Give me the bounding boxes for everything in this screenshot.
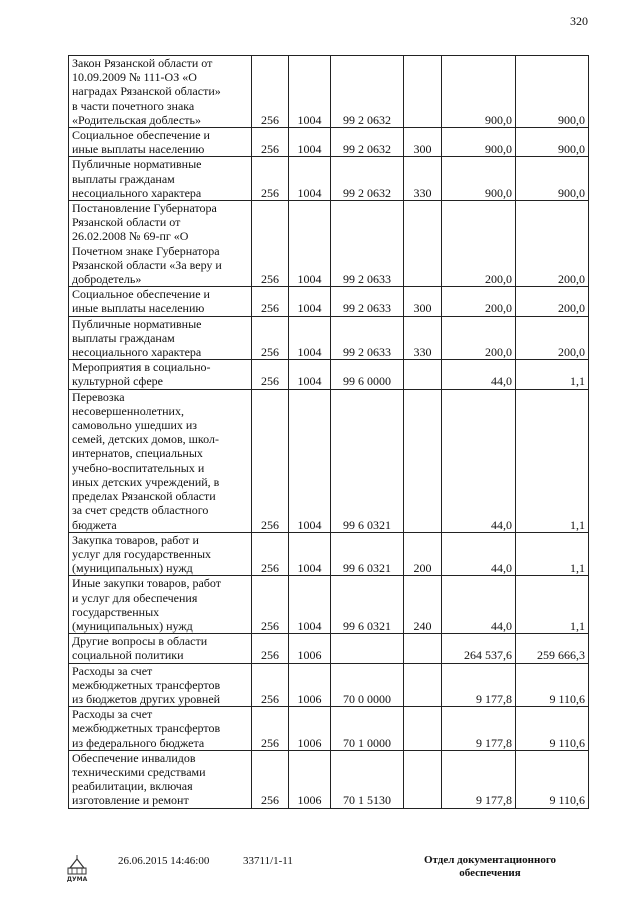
row-amount-1-cell: 900,0	[442, 56, 516, 128]
row-amount-2-cell: 259 666,3	[516, 634, 589, 663]
row-code-cell: 256	[252, 634, 289, 663]
department-stamp: Отдел документационного обеспечения	[423, 854, 557, 879]
table-row	[69, 389, 589, 532]
row-article-cell: 70 1 0000	[331, 707, 404, 751]
row-type-cell: 200	[404, 532, 442, 576]
table-row	[69, 532, 589, 576]
table-row	[69, 360, 589, 389]
row-type-cell	[404, 663, 442, 707]
row-code-cell: 256	[252, 201, 289, 287]
row-amount-1-cell: 9 177,8	[442, 707, 516, 751]
table-row	[69, 56, 589, 128]
row-name-cell: Публичные нормативные выплаты гражданам несоциального характера	[69, 157, 252, 201]
row-type-cell	[404, 389, 442, 532]
row-amount-2-cell: 1,1	[516, 389, 589, 532]
row-amount-1-cell: 900,0	[442, 128, 516, 157]
row-code-cell: 256	[252, 663, 289, 707]
row-article-cell: 99 2 0633	[331, 287, 404, 316]
page-number: 320	[570, 14, 588, 28]
row-name-cell: Другие вопросы в области социальной политики	[69, 634, 252, 663]
row-name-cell: Обеспечение инвалидов техническими средствами реабилитации, включая изготовление и ремонт	[69, 750, 252, 808]
row-type-cell	[404, 56, 442, 128]
document-number: 33711/1-11	[243, 855, 293, 867]
row-name-cell: Мероприятия в социально- культурной сфере	[69, 360, 252, 389]
row-code-cell: 256	[252, 56, 289, 128]
row-amount-2-cell: 1,1	[516, 532, 589, 576]
duma-seal-icon	[60, 853, 94, 883]
row-article-cell: 99 2 0632	[331, 157, 404, 201]
row-amount-1-cell: 44,0	[442, 389, 516, 532]
row-article-cell: 99 2 0633	[331, 316, 404, 360]
row-name-cell: Социальное обеспечение и иные выплаты населению	[69, 128, 252, 157]
seal-label: ДУМА	[66, 876, 88, 883]
row-name-cell: Закон Рязанской области от 10.09.2009 № 111-ОЗ «О наградах Рязанской области» в части почетного знака «Родительская доблесть»	[69, 56, 252, 128]
row-amount-1-cell: 44,0	[442, 360, 516, 389]
row-amount-1-cell: 9 177,8	[442, 750, 516, 808]
row-type-cell: 330	[404, 157, 442, 201]
row-section-cell: 1004	[289, 576, 331, 634]
row-amount-2-cell: 9 110,6	[516, 750, 589, 808]
row-article-cell: 99 2 0632	[331, 128, 404, 157]
row-name-cell: Перевозка несовершеннолетних, самовольно ушедших из семей, детских домов, школ- интернатов, специальных учебно-воспитательных и иных детских учреждений, в пределах Рязанской области за счет средств областного бюджета	[69, 389, 252, 532]
row-type-cell	[404, 634, 442, 663]
row-type-cell	[404, 360, 442, 389]
row-section-cell: 1004	[289, 532, 331, 576]
table-row	[69, 128, 589, 157]
row-code-cell: 256	[252, 157, 289, 201]
row-code-cell: 256	[252, 316, 289, 360]
row-amount-2-cell: 9 110,6	[516, 707, 589, 751]
row-type-cell	[404, 707, 442, 751]
table-row	[69, 316, 589, 360]
row-article-cell: 99 6 0321	[331, 532, 404, 576]
row-section-cell: 1006	[289, 634, 331, 663]
table-row	[69, 287, 589, 316]
row-article-cell: 99 6 0321	[331, 389, 404, 532]
row-article-cell: 99 2 0632	[331, 56, 404, 128]
row-amount-2-cell: 9 110,6	[516, 663, 589, 707]
row-type-cell: 300	[404, 287, 442, 316]
row-code-cell: 256	[252, 576, 289, 634]
row-amount-1-cell: 44,0	[442, 576, 516, 634]
row-name-cell: Расходы за счет межбюджетных трансфертов из бюджетов других уровней	[69, 663, 252, 707]
budget-table	[68, 55, 589, 809]
row-type-cell	[404, 750, 442, 808]
row-code-cell: 256	[252, 389, 289, 532]
row-name-cell: Постановление Губернатора Рязанской области от 26.02.2008 № 69-пг «О Почетном знаке Губернатора Рязанской области «За веру и добродетель»	[69, 201, 252, 287]
page-footer	[60, 853, 600, 883]
row-section-cell: 1006	[289, 707, 331, 751]
row-code-cell: 256	[252, 360, 289, 389]
row-amount-2-cell: 200,0	[516, 201, 589, 287]
row-amount-1-cell: 264 537,6	[442, 634, 516, 663]
table-row	[69, 634, 589, 663]
row-code-cell: 256	[252, 707, 289, 751]
table-row	[69, 201, 589, 287]
table-row	[69, 157, 589, 201]
row-code-cell: 256	[252, 287, 289, 316]
row-name-cell: Публичные нормативные выплаты гражданам несоциального характера	[69, 316, 252, 360]
row-amount-2-cell: 900,0	[516, 128, 589, 157]
row-amount-1-cell: 44,0	[442, 532, 516, 576]
row-section-cell: 1004	[289, 389, 331, 532]
row-section-cell: 1004	[289, 56, 331, 128]
row-amount-2-cell: 200,0	[516, 287, 589, 316]
budget-table-body	[69, 56, 589, 809]
row-amount-2-cell: 1,1	[516, 576, 589, 634]
row-section-cell: 1006	[289, 750, 331, 808]
row-section-cell: 1004	[289, 316, 331, 360]
row-type-cell: 240	[404, 576, 442, 634]
row-amount-2-cell: 1,1	[516, 360, 589, 389]
row-amount-1-cell: 200,0	[442, 287, 516, 316]
row-amount-2-cell: 900,0	[516, 56, 589, 128]
row-amount-1-cell: 200,0	[442, 201, 516, 287]
row-amount-1-cell: 9 177,8	[442, 663, 516, 707]
row-article-cell: 99 6 0000	[331, 360, 404, 389]
row-name-cell: Социальное обеспечение и иные выплаты населению	[69, 287, 252, 316]
row-code-cell: 256	[252, 128, 289, 157]
row-code-cell: 256	[252, 532, 289, 576]
row-article-cell	[331, 634, 404, 663]
row-section-cell: 1004	[289, 157, 331, 201]
row-amount-1-cell: 900,0	[442, 157, 516, 201]
row-type-cell: 300	[404, 128, 442, 157]
row-name-cell: Расходы за счет межбюджетных трансфертов из федерального бюджета	[69, 707, 252, 751]
row-code-cell: 256	[252, 750, 289, 808]
print-timestamp: 26.06.2015 14:46:00	[118, 855, 210, 867]
row-article-cell: 99 2 0633	[331, 201, 404, 287]
table-row	[69, 750, 589, 808]
row-section-cell: 1004	[289, 360, 331, 389]
row-article-cell: 70 0 0000	[331, 663, 404, 707]
row-name-cell: Закупка товаров, работ и услуг для государственных (муниципальных) нужд	[69, 532, 252, 576]
table-row	[69, 576, 589, 634]
row-type-cell	[404, 201, 442, 287]
row-section-cell: 1004	[289, 287, 331, 316]
row-article-cell: 70 1 5130	[331, 750, 404, 808]
row-name-cell: Иные закупки товаров, работ и услуг для обеспечения государственных (муниципальных) нужд	[69, 576, 252, 634]
table-row	[69, 663, 589, 707]
row-amount-2-cell: 200,0	[516, 316, 589, 360]
row-amount-1-cell: 200,0	[442, 316, 516, 360]
row-section-cell: 1004	[289, 201, 331, 287]
row-article-cell: 99 6 0321	[331, 576, 404, 634]
row-section-cell: 1006	[289, 663, 331, 707]
row-section-cell: 1004	[289, 128, 331, 157]
table-row	[69, 707, 589, 751]
row-type-cell: 330	[404, 316, 442, 360]
row-amount-2-cell: 900,0	[516, 157, 589, 201]
